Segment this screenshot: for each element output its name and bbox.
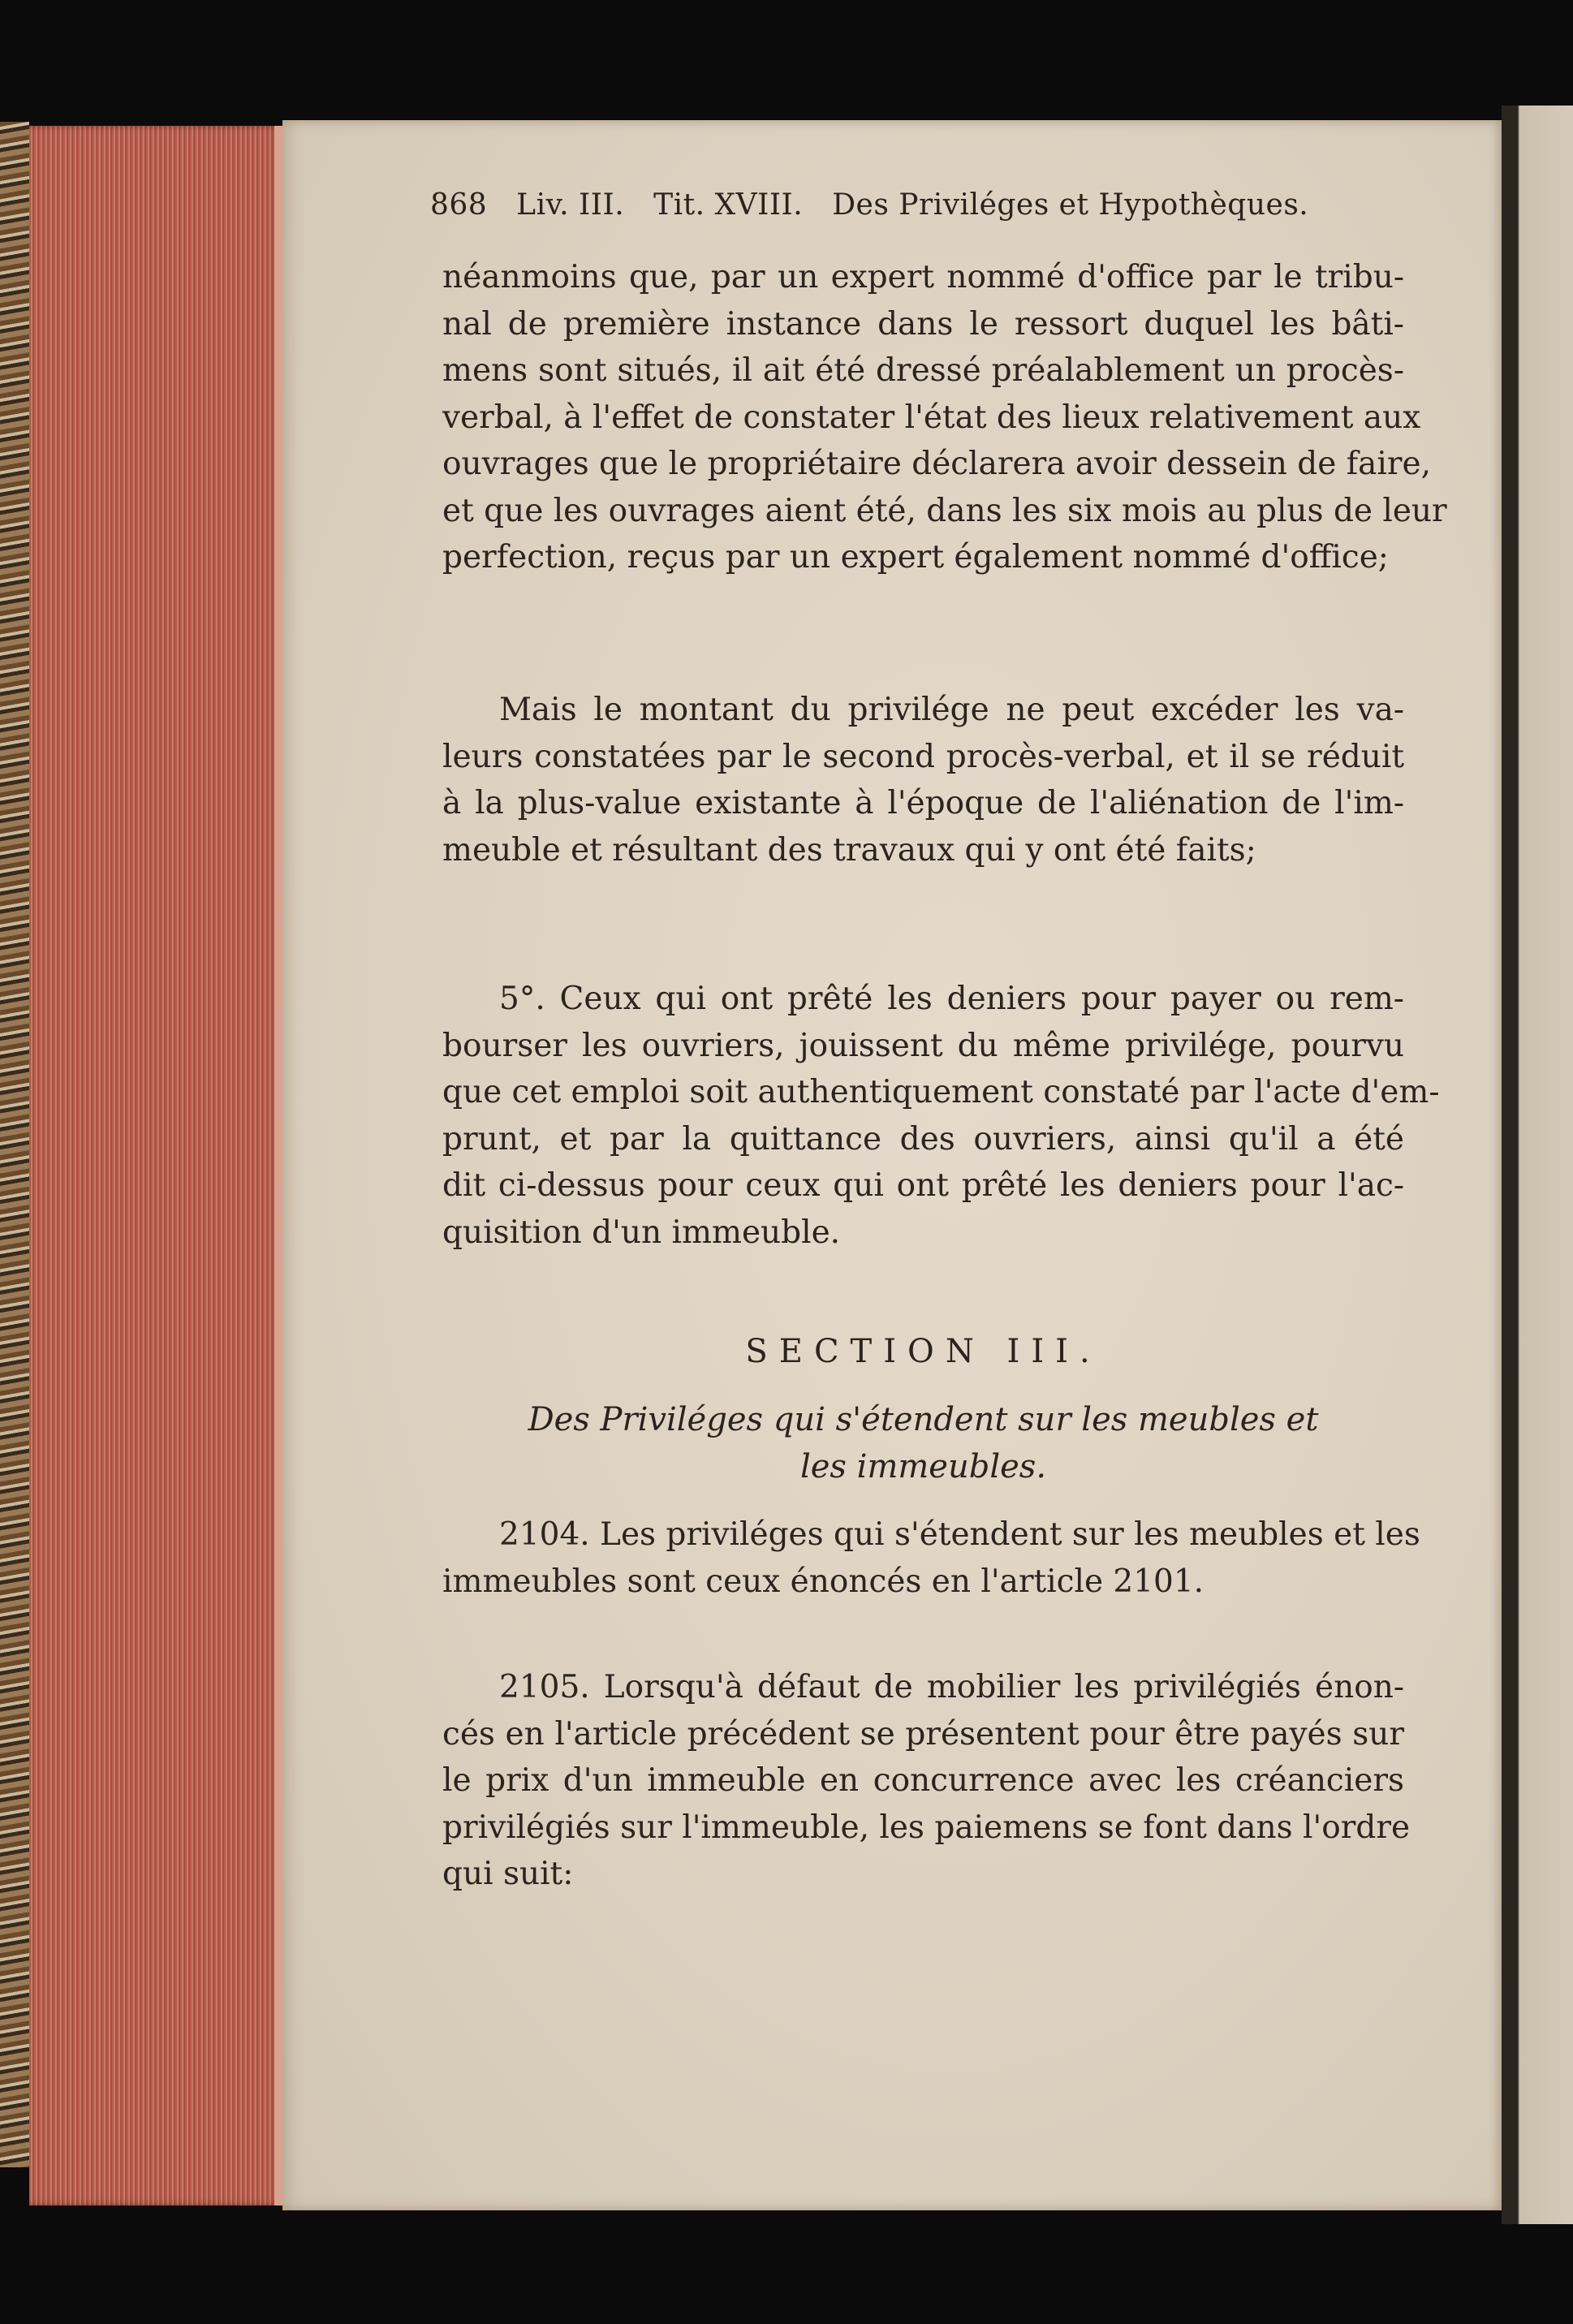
text-line: leurs constatées par le second procès-verbal, et il se réduit <box>442 738 1404 775</box>
paragraph-1 <box>442 254 1447 581</box>
header-title: Des Priviléges et Hypothèques. <box>832 188 1309 222</box>
text-line: immeubles sont ceux énoncés en l'article 2101. <box>442 1563 1205 1600</box>
text-line: perfection, reçus par un expert également nommé d'office; <box>442 539 1389 576</box>
text-line: à la plus-value existante à l'époque de l'aliénation de l'im- <box>442 785 1404 821</box>
header-title-number: Tit. XVIII. <box>653 188 804 222</box>
text-line: que cet emploi soit authentiquement constaté par l'acte d'em- <box>442 1074 1440 1110</box>
text-line: 2105. Lorsqu'à défaut de mobilier les privilégiés énon- <box>499 1669 1404 1705</box>
page-block-edge <box>29 126 282 2205</box>
paragraph-2 <box>442 687 1404 873</box>
header-book: Liv. III. <box>516 188 625 222</box>
section-heading: SECTION III. <box>745 1333 1101 1370</box>
section-subtitle-line: les immeubles. <box>799 1448 1047 1485</box>
text-line: néanmoins que, par un expert nommé d'office par le tribu- <box>442 259 1404 295</box>
article-2104 <box>442 1511 1420 1605</box>
paragraph-3 <box>442 976 1440 1256</box>
text-line: nal de première instance dans le ressort duquel les bâti- <box>442 305 1404 343</box>
running-header <box>430 188 1380 222</box>
text-line: privilégiés sur l'immeuble, les paiemens se font dans l'ordre <box>442 1809 1411 1846</box>
text-line: dit ci-dessus pour ceux qui ont prêté les deniers pour l'ac- <box>442 1167 1404 1204</box>
text-line: meuble et résultant des travaux qui y ont été faits; <box>442 831 1256 869</box>
page-number: 868 <box>430 188 488 222</box>
text-line: quisition d'un immeuble. <box>442 1214 841 1251</box>
marbled-cover-edge <box>0 122 29 2167</box>
section-subtitle <box>442 1396 1404 1490</box>
text-line: cés en l'article précédent se présentent pour être payés sur <box>442 1715 1404 1753</box>
text-line: ouvrages que le propriétaire déclarera avoir dessein de faire, <box>442 446 1432 482</box>
section-subtitle-line: Des Priviléges qui s'étendent sur les meubles et <box>528 1401 1319 1438</box>
text-line: prunt, et par la quittance des ouvriers, ainsi qu'il a été <box>442 1120 1404 1158</box>
text-line: le prix d'un immeuble en concurrence avec les créanciers <box>442 1762 1404 1799</box>
text-line: bourser les ouvriers, jouissent du même privilége, pourvu <box>442 1027 1404 1064</box>
text-line: 5°. Ceux qui ont prêté les deniers pour payer ou rem- <box>499 981 1404 1017</box>
article-2105 <box>442 1664 1411 1898</box>
text-line: mens sont situés, il ait été dressé préalablement un procès- <box>442 352 1404 389</box>
text-line: qui suit: <box>442 1856 574 1892</box>
text-line: 2104. Les priviléges qui s'étendent sur les meubles et les <box>499 1516 1420 1553</box>
text-line: Mais le montant du privilége ne peut excéder les va- <box>499 692 1404 728</box>
facing-page-edge <box>1502 106 1573 2224</box>
text-line: et que les ouvrages aient été, dans les six mois au plus de leur <box>442 492 1447 529</box>
text-line: verbal, à l'effet de constater l'état des lieux relativement aux <box>442 399 1421 436</box>
